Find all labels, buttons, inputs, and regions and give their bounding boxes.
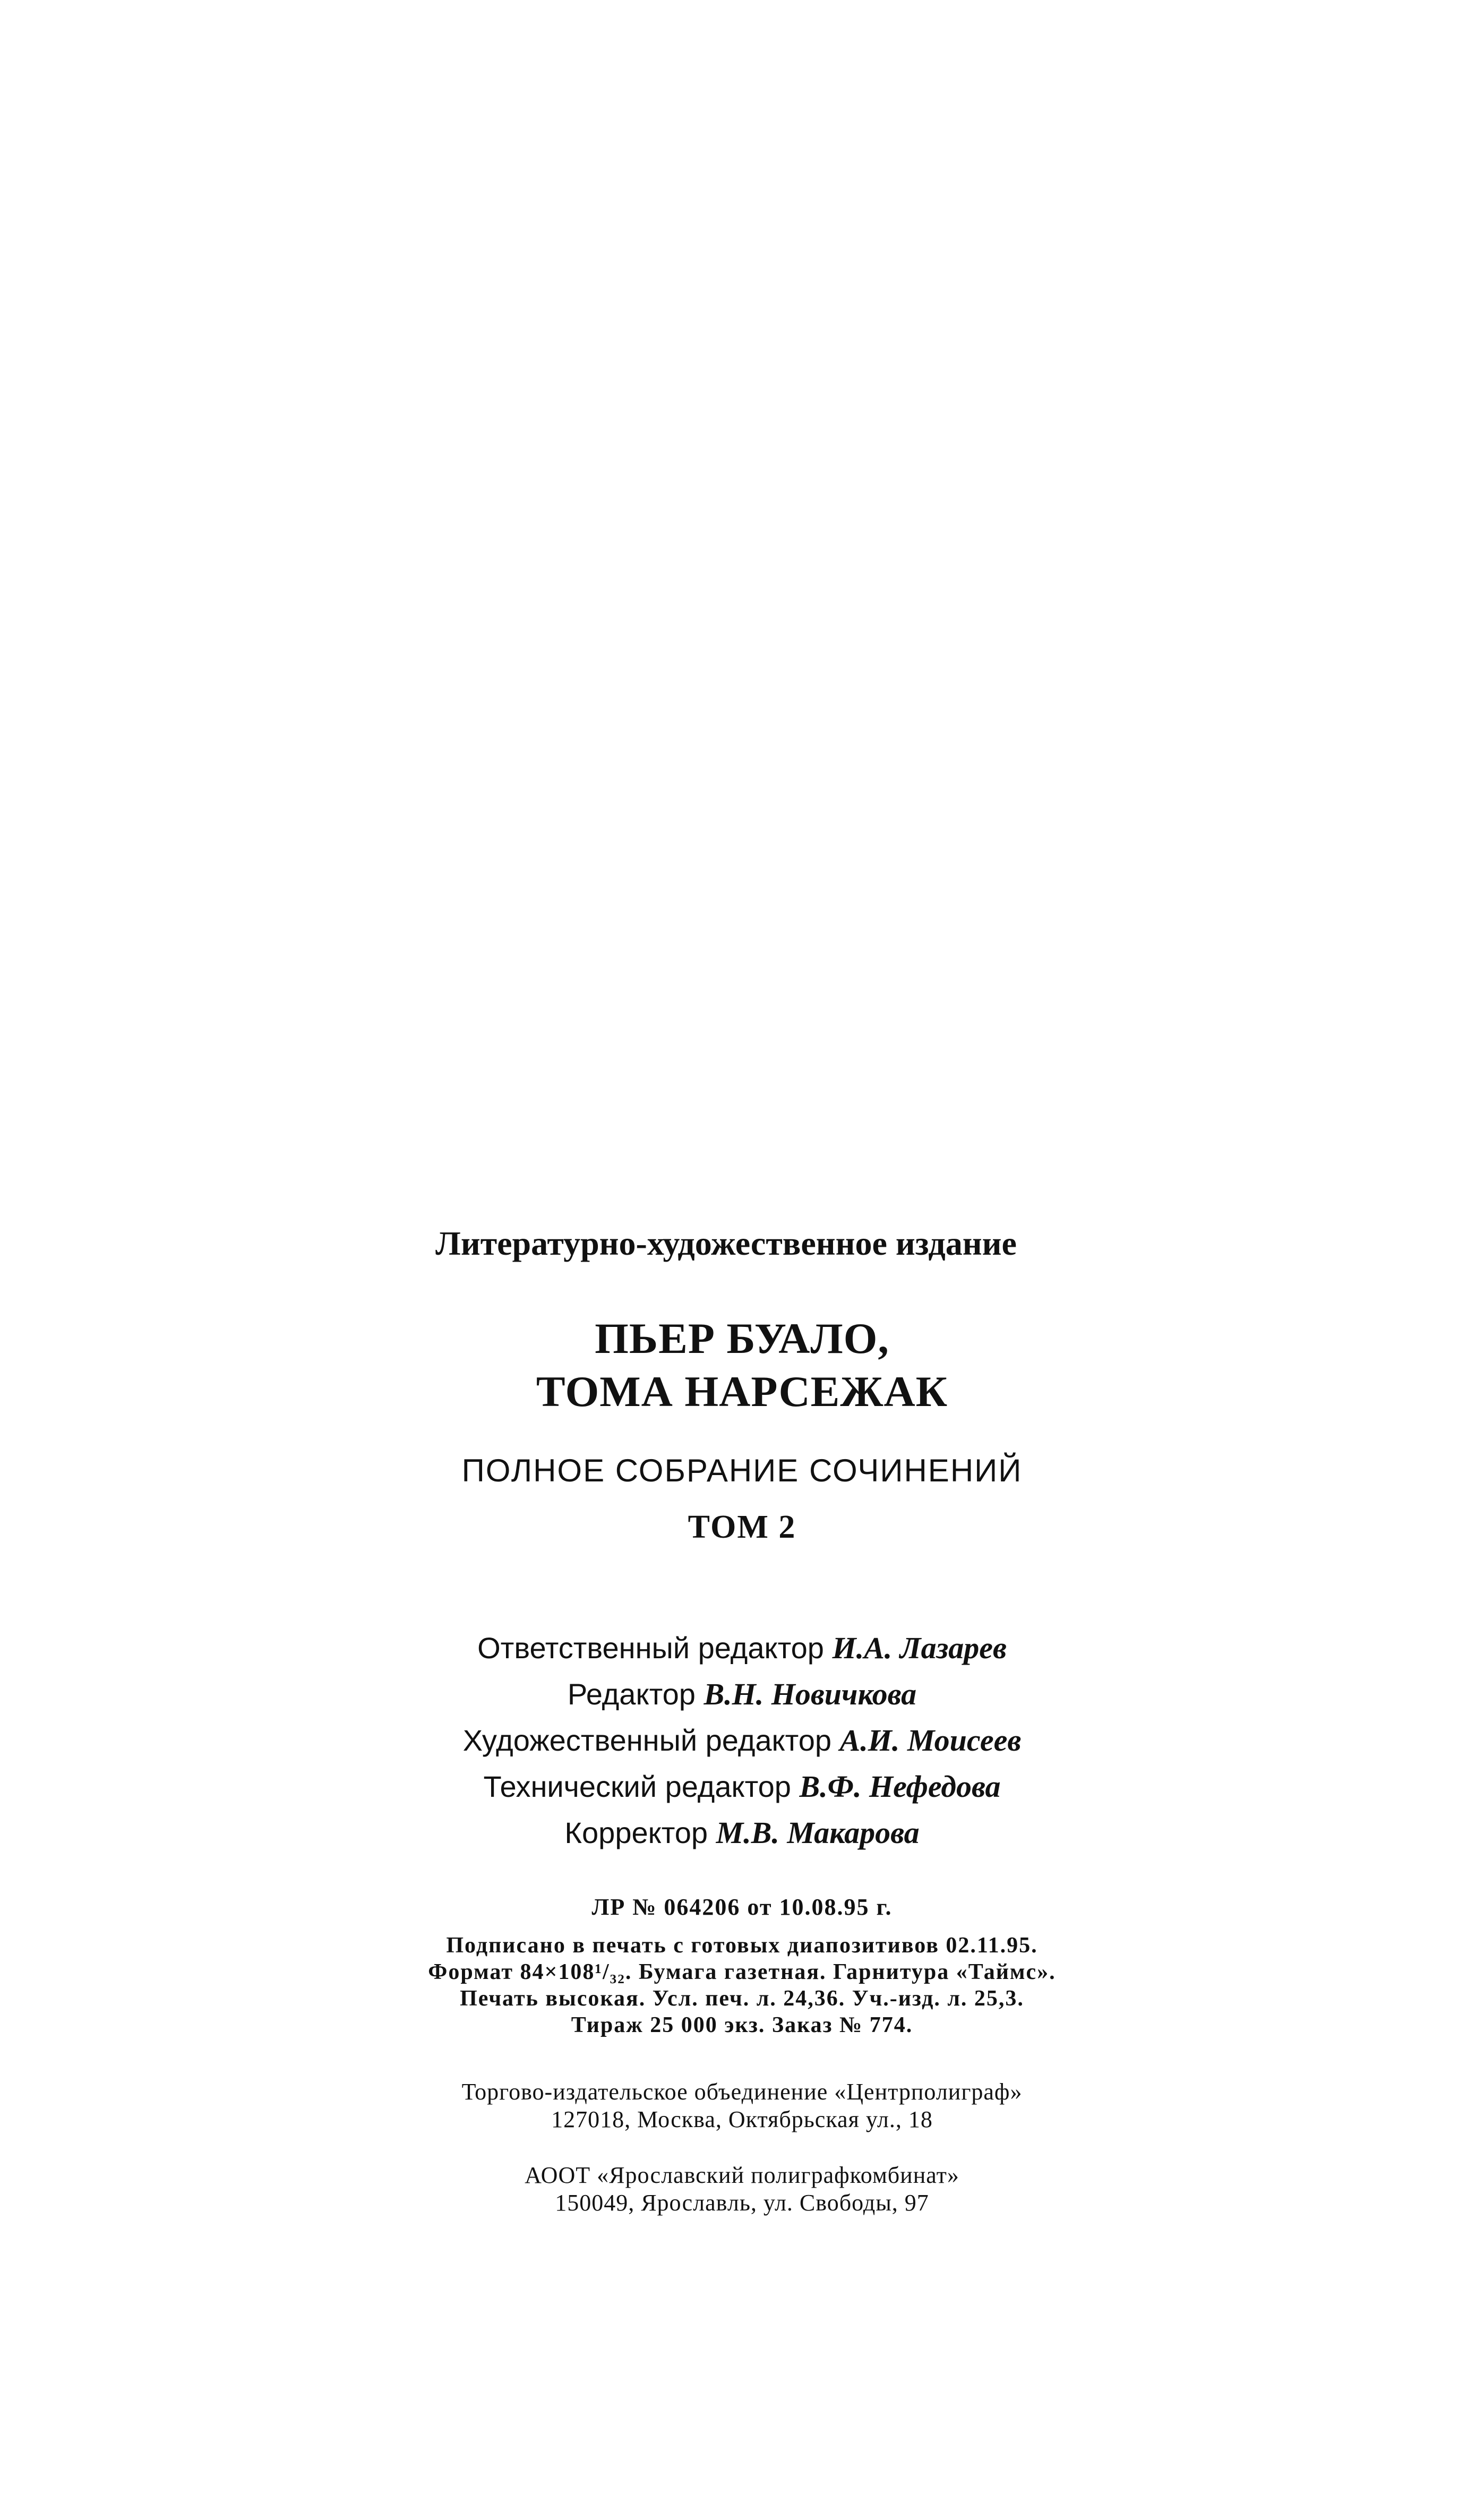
credit-role: Корректор bbox=[564, 1816, 708, 1849]
credit-person: В.Н. Новичкова bbox=[704, 1677, 917, 1711]
print-details-line: Подписано в печать с готовых диапозитивов 02.11.95. bbox=[446, 1933, 1038, 1958]
credit-line bbox=[0, 1725, 1484, 1756]
printer-name: АООТ «Ярославский полиграфкомбинат» bbox=[525, 2162, 959, 2188]
author-line-1: ПЬЕР БУАЛО, bbox=[595, 1314, 889, 1362]
credit-role: Ответственный редактор bbox=[477, 1631, 824, 1665]
volume-number: ТОМ 2 bbox=[688, 1509, 796, 1545]
credit-line bbox=[0, 1633, 1484, 1664]
edition-type: Литературно-художественное издание bbox=[435, 1224, 1017, 1262]
print-details-line: Печать высокая. Усл. печ. л. 24,36. Уч.-изд. л. 25,3. bbox=[460, 1986, 1024, 2011]
print-details-line: Тираж 25 000 экз. Заказ № 774. bbox=[571, 2013, 913, 2037]
credit-line bbox=[0, 1679, 1484, 1710]
printer-address: 150049, Ярославль, ул. Свободы, 97 bbox=[555, 2190, 929, 2216]
publisher-address: 127018, Москва, Октябрьская ул., 18 bbox=[551, 2106, 933, 2132]
credit-person: А.И. Моисеев bbox=[839, 1723, 1022, 1758]
credit-role: Редактор bbox=[567, 1677, 696, 1711]
credit-person: М.В. Макарова bbox=[716, 1815, 920, 1850]
credit-person: В.Ф. Нефедова bbox=[799, 1769, 1001, 1804]
print-details-line: Формат 84×108¹/₃₂. Бумага газетная. Гарнитура «Таймс». bbox=[428, 1960, 1056, 1984]
author-line-2: ТОМА НАРСЕЖАК bbox=[536, 1367, 948, 1416]
credit-person: И.А. Лазарев bbox=[832, 1631, 1007, 1665]
collection-title: ПОЛНОЕ СОБРАНИЕ СОЧИНЕНИЙ bbox=[461, 1453, 1023, 1488]
publisher-name: Торгово-издательское объединение «Центрполиграф» bbox=[461, 2079, 1023, 2105]
license-number: ЛР № 064206 от 10.08.95 г. bbox=[591, 1894, 893, 1920]
credit-role: Художественный редактор bbox=[462, 1724, 831, 1757]
credit-role: Технический редактор bbox=[483, 1770, 791, 1803]
credit-line bbox=[0, 1771, 1484, 1802]
credit-line bbox=[0, 1815, 1484, 1850]
